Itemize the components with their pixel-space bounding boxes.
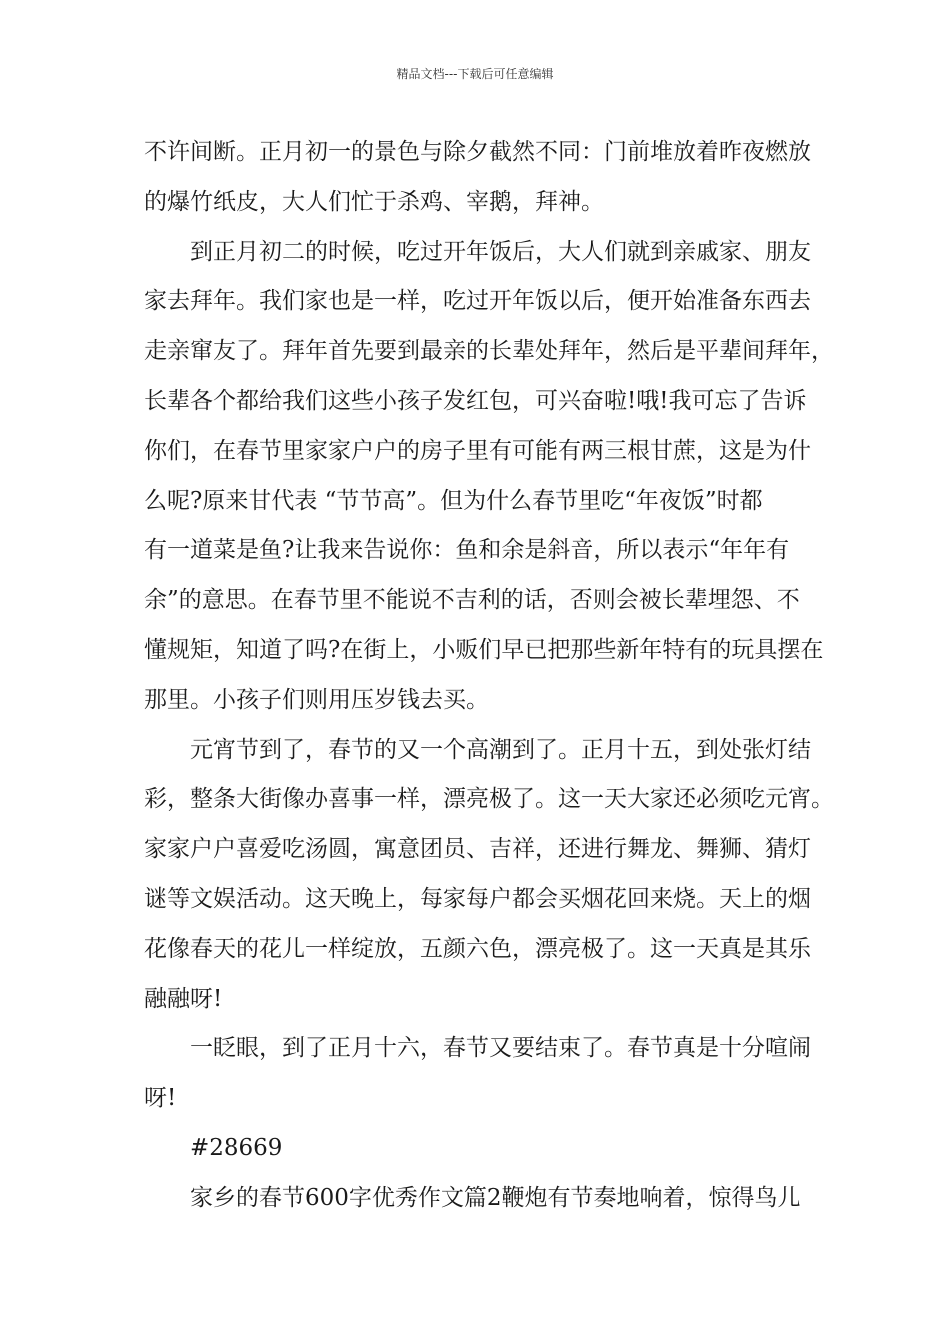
text-line: 花像春天的花儿一样绽放，五颜六色，漂亮极了。这一天真是其乐 xyxy=(144,935,811,962)
text-line: 家家户户喜爱吃汤圆，寓意团员、吉祥，还进行舞龙、舞狮、猜灯 xyxy=(144,836,811,863)
paragraph-start: 家乡的春节600字优秀作文篇2鞭炮有节奏地响着，惊得鸟儿 xyxy=(190,1184,801,1211)
text-line: 家去拜年。我们家也是一样，吃过开年饭以后，便开始准备东西去 xyxy=(144,288,811,315)
text-line: 长辈各个都给我们这些小孩子发红包，可兴奋啦!哦!我可忘了告诉 xyxy=(144,387,807,414)
paragraph-start: 到正月初二的时候，吃过开年饭后，大人们就到亲戚家、朋友 xyxy=(190,238,811,265)
text-line: 的爆竹纸皮，大人们忙于杀鸡、宰鹅，拜神。 xyxy=(144,188,604,215)
text-line: 那里。小孩子们则用压岁钱去买。 xyxy=(144,686,489,713)
paragraph-start: 元宵节到了，春节的又一个高潮到了。正月十五，到处张灯结 xyxy=(190,736,811,763)
text-line: 余”的意思。在春节里不能说不吉利的话，否则会被长辈埋怨、不 xyxy=(144,587,800,614)
text-line: 呀! xyxy=(144,1085,177,1112)
text-line: 彩，整条大街像办喜事一样，漂亮极了。这一天大家还必须吃元宵。 xyxy=(144,786,834,813)
text-line: 么呢?原来甘代表 “节节高”。但为什么春节里吃“年夜饭”时都 xyxy=(144,487,763,514)
document-id: #28669 xyxy=(190,1134,283,1161)
text-line: 走亲窜友了。拜年首先要到最亲的长辈处拜年，然后是平辈间拜年， xyxy=(144,338,834,365)
text-line: 谜等文娱活动。这天晚上，每家每户都会买烟花回来烧。天上的烟 xyxy=(144,885,811,912)
page-header: 精品文档---下载后可任意编辑 xyxy=(396,67,554,81)
text-line: 融融呀! xyxy=(144,985,223,1012)
paragraph-start: 一眨眼，到了正月十六，春节又要结束了。春节真是十分喧闹 xyxy=(190,1035,811,1062)
text-line: 有一道菜是鱼?让我来告说你：鱼和余是斜音，所以表示“年年有 xyxy=(144,537,790,564)
document-body xyxy=(144,128,834,1224)
text-line: 你们，在春节里家家户户的房子里有可能有两三根甘蔗，这是为什 xyxy=(144,437,811,464)
text-line: 不许间断。正月初一的景色与除夕截然不同：门前堆放着昨夜燃放 xyxy=(144,139,811,165)
text-line: 懂规矩，知道了吗?在街上，小贩们早已把那些新年特有的玩具摆在 xyxy=(144,636,824,663)
